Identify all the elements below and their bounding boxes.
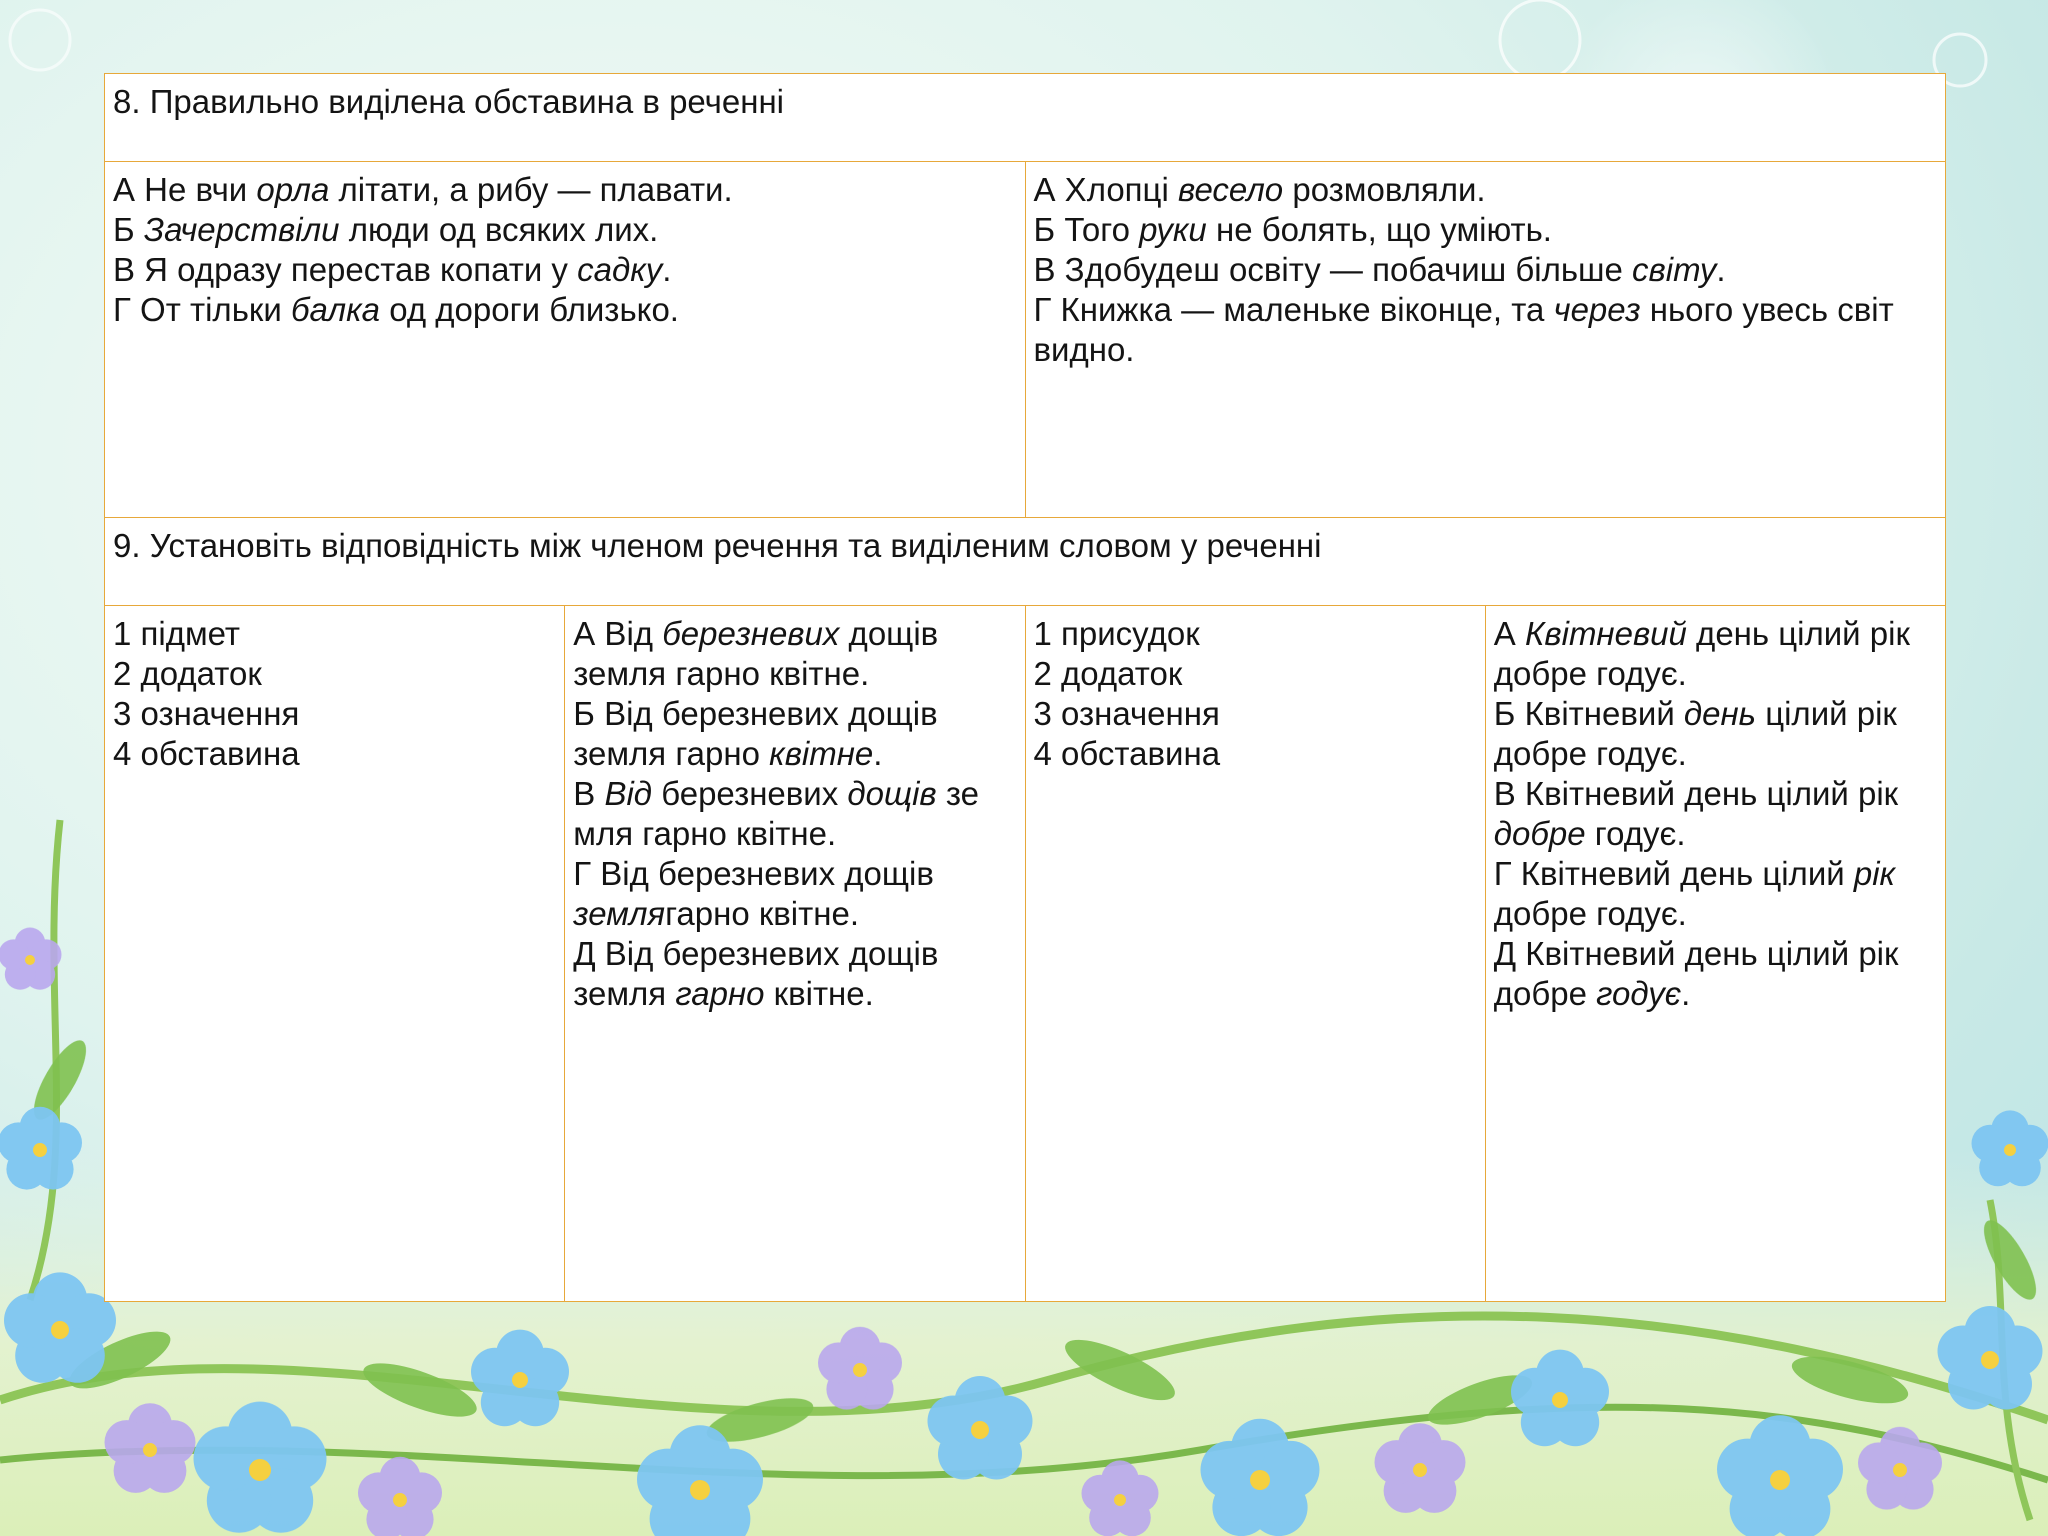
text-segment: 1 присудок [1033,615,1200,652]
text-segment: 3 означення [113,695,300,732]
q8-title: 8. Правильно виділена обставина в реченні [113,83,785,120]
text-segment: годує. [1585,815,1686,852]
option-line [573,774,1016,854]
text-segment: люди од всяких лих. [339,211,659,248]
option-line [1034,654,1477,694]
text-segment: . [662,251,672,288]
text-segment: розмовляли. [1283,171,1486,208]
q9-title-cell [105,518,1946,606]
highlighted-word: світу [1632,251,1717,288]
option-line [113,290,1017,330]
text-segment: Г Квітневий день цілий [1493,855,1854,892]
text-segment: А Хлопці [1033,171,1178,208]
text-segment: Д Квітневий день цілий рік добре [1493,935,1908,1012]
option-line [1034,614,1477,654]
option-line [573,854,1016,934]
text-segment: цілий рік добре годує. [1493,695,1907,772]
option-line [1494,934,1937,1014]
text-segment: зе мля гарно квітне. [573,775,989,852]
highlighted-word: балка [290,291,381,328]
option-line [1034,290,1938,370]
text-segment: день цілий рік добре годує. [1493,615,1920,692]
text-segment: 2 додаток [1033,655,1183,692]
option-line [1034,210,1938,250]
text-segment: . [873,735,883,772]
option-line [1494,774,1937,854]
text-segment: В [573,775,605,812]
option-line [1494,694,1937,774]
text-segment: А Не вчи [113,171,257,208]
option-line [573,934,1016,1014]
option-line [113,734,556,774]
option-line [1034,734,1477,774]
text-segment: 3 означення [1033,695,1220,732]
option-line [113,170,1017,210]
text-segment: березневих [652,775,848,812]
exercise-table [104,73,1946,1302]
option-line [113,614,556,654]
highlighted-word: весело [1177,171,1284,208]
text-segment: Д Від березневих дощів земля [573,935,948,1012]
text-segment: А Від [573,615,663,652]
text-segment: Б Квітневий [1493,695,1684,732]
highlighted-word: добре [1493,815,1586,852]
text-segment: В Квітневий день цілий рік [1493,775,1908,812]
highlighted-word: садку [577,251,663,288]
text-segment: не болять, що уміють. [1206,211,1552,248]
text-segment: 1 підмет [113,615,241,652]
text-segment: гарно квітне. [665,895,860,932]
text-segment: од дороги близько. [380,291,679,328]
highlighted-word: рік [1853,855,1896,892]
text-segment: А [1493,615,1525,652]
highlighted-word: земля [573,895,666,932]
option-line [1034,170,1938,210]
text-segment: . [1716,251,1726,288]
text-segment: літати, а рибу — плавати. [329,171,733,208]
text-segment: В Я одразу перестав копати у [113,251,578,288]
q8-header-row [105,74,1946,162]
text-segment: Г Від березневих дощів [573,855,944,892]
text-segment: дощів земля гарно квітне. [573,615,948,692]
q8-left-options [105,162,1026,518]
text-segment: Г Книжка — маленьке віконце, та [1033,291,1554,328]
option-line [573,694,1016,774]
option-line [113,250,1017,290]
highlighted-word: дощів [847,775,937,812]
option-line [1494,614,1937,694]
text-segment: Б Того [1033,211,1140,248]
text-segment: 2 додаток [113,655,262,692]
option-line [113,654,556,694]
option-line [1034,250,1938,290]
option-line [573,614,1016,694]
highlighted-word: годує [1596,975,1682,1012]
text-segment: Б Від березневих дощів земля гарно [573,695,947,772]
q9-sentences-list-2 [1485,606,1945,1302]
highlighted-word: березневих [662,615,840,652]
option-line [113,694,556,734]
option-line [1494,854,1937,934]
highlighted-word: Від [604,775,653,812]
highlighted-word: руки [1139,211,1207,248]
option-line [1034,694,1477,734]
q8-title-cell [105,74,1946,162]
q9-header-row [105,518,1946,606]
q9-members-list-2 [1025,606,1485,1302]
q8-right-options [1025,162,1946,518]
highlighted-word: гарно [675,975,765,1012]
text-segment: В Здобудеш освіту — побачиш більше [1033,251,1633,288]
text-segment: Г От тільки [113,291,291,328]
text-segment: . [1681,975,1691,1012]
text-segment: добре годує. [1493,855,1905,932]
highlighted-word: день [1683,695,1757,732]
q8-options-row [105,162,1946,518]
text-segment: нього увесь світ видно. [1033,291,1903,368]
q9-title: 9. Установіть відповідність між членом речення та виділеним словом у реченні [113,527,1322,564]
q9-members-list-1 [105,606,565,1302]
highlighted-word: квітне [769,735,874,772]
text-segment: 4 обставина [1033,735,1221,772]
highlighted-word: через [1553,291,1641,328]
q9-options-row [105,606,1946,1302]
q9-sentences-list-1 [565,606,1025,1302]
highlighted-word: орла [256,171,330,208]
text-segment: Б [113,211,144,248]
highlighted-word: Зачерствіли [143,211,340,248]
highlighted-word: Квітневий [1524,615,1687,652]
option-line [113,210,1017,250]
text-segment: квітне. [764,975,874,1012]
text-segment: 4 обставина [113,735,300,772]
